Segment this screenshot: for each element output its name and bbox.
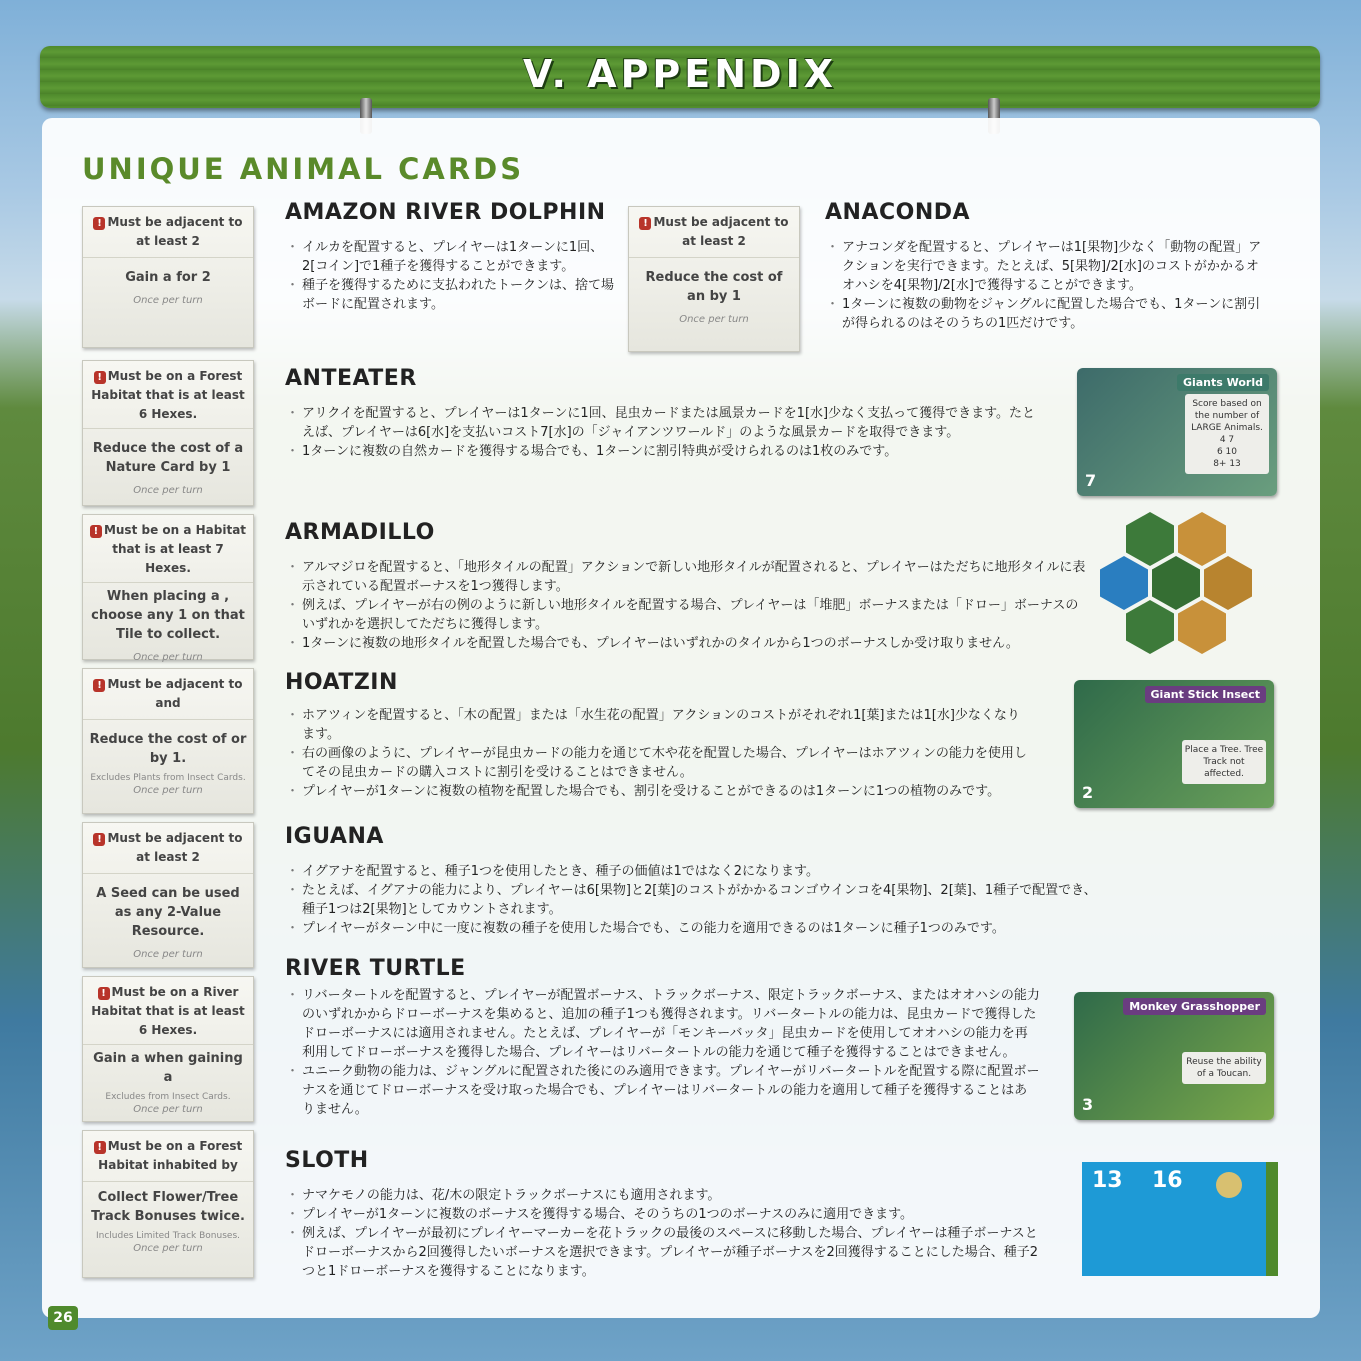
- warning-icon: !: [93, 833, 105, 846]
- bullet: ・ プレイヤーが1ターンに複数のボーナスを獲得する場合、そのうちの1つのボーナスのみに適用できます。: [290, 1205, 1050, 1224]
- card-anteater: [82, 360, 254, 506]
- warning-icon: !: [98, 987, 110, 1000]
- desert-hex: [1178, 512, 1226, 566]
- score-row: 6 10: [1216, 447, 1238, 457]
- card-frequency: Once per turn: [133, 1243, 203, 1254]
- card-frequency: Once per turn: [133, 485, 203, 496]
- card-effect: Collect Flower/Tree Track Bonuses twice.: [91, 1190, 245, 1224]
- card-text-box: Score based on the number of LARGE Animals. 4 7 6 10 8+ 13: [1185, 394, 1269, 474]
- bullet: ・ ホアツィンを配置すると、「木の配置」または「水生花の配置」アクションのコストがそれぞれ1[葉]または1[水]少なくなります。: [290, 706, 1030, 744]
- bullet: ・ プレイヤーがターン中に一度に複数の種子を使用した場合でも、この能力を適用できるのは1ターンに種子1つのみです。: [290, 919, 1100, 938]
- bullet: ・ リバータートルを配置すると、プレイヤーが配置ボーナス、トラックボーナス、限定トラックボーナス、またはオオハシの能力のいずれかからドローボーナスを集めると、追加の種子1つも獲得されます。リバータートルの能力は、昆虫カードで獲得したドローボーナスには適用されません。たとえば、プレイヤーが「モンキーバッタ」昆虫カードを使用してオオハシの能力を再利用してドローボーナスを獲得した場合、プレイヤーはリバータートルの能力を通じて種子を獲得することはできません。: [290, 986, 1040, 1062]
- card-effect: A Seed can be used as any 2-Value Resource.: [96, 886, 240, 939]
- track-value: 13: [1092, 1168, 1123, 1193]
- bullets-armadillo: [290, 558, 1090, 653]
- forest-hex: [1152, 556, 1200, 610]
- warning-icon: !: [639, 217, 651, 230]
- card-iguana: [82, 822, 254, 968]
- player-marker-icon: [1216, 1172, 1242, 1198]
- card-hoatzin: [82, 668, 254, 814]
- card-dolphin: [82, 206, 254, 348]
- card-frequency: Once per turn: [133, 652, 203, 663]
- title-banner: [40, 46, 1320, 108]
- card-sloth: [82, 1130, 254, 1278]
- bullet: ・ 種子を獲得するために支払われたトークンは、捨て場ボードに配置されます。: [290, 276, 620, 314]
- animal-title-anaconda: ANACONDA: [825, 200, 971, 225]
- animal-title-anteater: ANTEATER: [285, 366, 417, 391]
- card-effect: Reduce the cost of an by 1: [645, 270, 783, 304]
- bullets-iguana: [290, 862, 1100, 938]
- card-requirement: Must be adjacent to and: [107, 677, 243, 710]
- card-frequency: Once per turn: [133, 1104, 203, 1115]
- card-frequency: Once per turn: [133, 295, 203, 306]
- card-text-box: Reuse the ability of a Toucan.: [1182, 1052, 1266, 1084]
- animal-title-armadillo: ARMADILLO: [285, 520, 435, 545]
- card-requirement: Must be on a Forest Habitat inhabited by: [98, 1139, 243, 1172]
- card-anaconda: [628, 206, 800, 352]
- bullet: ・ たとえば、イグアナの能力により、プレイヤーは6[果物]と2[葉]のコストがかかるコンゴウインコを4[果物]、2[葉]、1種子で配置でき、種子1つは2[果物]としてカウントされます。: [290, 881, 1100, 919]
- section-title: UNIQUE ANIMAL CARDS: [82, 152, 525, 186]
- animal-title-sloth: SLOTH: [285, 1148, 369, 1173]
- page-number: 26: [48, 1306, 78, 1330]
- river-hex: [1100, 556, 1148, 610]
- card-frequency: Once per turn: [133, 785, 203, 796]
- card-requirement: Must be on a Forest Habitat that is at least 6 Hexes.: [91, 369, 245, 421]
- card-note: Excludes from Insect Cards.: [105, 1092, 231, 1102]
- warning-icon: !: [90, 525, 102, 538]
- animal-title-hoatzin: HOATZIN: [285, 670, 398, 695]
- bullets-hoatzin: [290, 706, 1030, 801]
- forest-hex: [1126, 512, 1174, 566]
- warning-icon: !: [93, 217, 105, 230]
- monkey-grasshopper-card: [1074, 992, 1274, 1120]
- flower-track-example: [1082, 1162, 1278, 1276]
- bullet: ・ プレイヤーが1ターンに複数の植物を配置した場合でも、割引を受けることができるのは1ターンに1つの植物のみです。: [290, 782, 1030, 801]
- animal-title-iguana: IGUANA: [285, 824, 384, 849]
- desert-hex: [1204, 556, 1252, 610]
- bullet: ・ アリクイを配置すると、プレイヤーは1ターンに1回、昆虫カードまたは風景カードを1[水]少なく支払って獲得できます。たとえば、プレイヤーは6[水]を支払いコスト7[水]の「ジャイアンツワールド」のような風景カードを取得できます。: [290, 404, 1040, 442]
- bullet: ・ 例えば、プレイヤーが右の例のように新しい地形タイルを配置する場合、プレイヤーは「堆肥」ボーナスまたは「ドロー」ボーナスのいずれかを選択してただちに獲得します。: [290, 596, 1090, 634]
- bullet: ・ アナコンダを配置すると、プレイヤーは1[果物]少なく「動物の配置」アクションを実行できます。たとえば、5[果物]/2[水]のコストがかかるオオハシを4[果物]/2[水]で獲得することができます。: [830, 238, 1270, 295]
- bullet: ・ 1ターンに複数の動物をジャングルに配置した場合でも、1ターンに割引が得られるのはそのうちの1匹だけです。: [830, 295, 1270, 333]
- card-effect: Reduce the cost of a Nature Card by 1: [92, 441, 244, 475]
- warning-icon: !: [94, 371, 106, 384]
- card-title: Giants World: [1177, 374, 1269, 391]
- bullets-sloth: [290, 1186, 1050, 1281]
- bullet: ・ 1ターンに複数の地形タイルを配置した場合でも、プレイヤーはいずれかのタイルから1つのボーナスしか受け取りません。: [290, 634, 1090, 653]
- card-frequency: Once per turn: [679, 314, 749, 325]
- card-effect: Gain a when gaining a: [93, 1051, 243, 1085]
- card-title: Monkey Grasshopper: [1123, 998, 1266, 1015]
- giant-stick-insect-card: [1074, 680, 1274, 808]
- animal-title-river-turtle: RIVER TURTLE: [285, 956, 466, 981]
- bullets-anaconda: [830, 238, 1270, 333]
- card-note: Includes Limited Track Bonuses.: [95, 1231, 240, 1241]
- card-requirement: Must be on a River Habitat that is at least 6 Hexes.: [91, 985, 245, 1037]
- forest-hex: [1126, 600, 1174, 654]
- card-river-turtle: [82, 976, 254, 1122]
- card-effect: When placing a , choose any 1 on that Tile to collect.: [91, 589, 245, 642]
- warning-icon: !: [94, 1141, 106, 1154]
- bullets-river-turtle: [290, 986, 1040, 1119]
- card-effect: Gain a for 2: [125, 270, 211, 285]
- card-cost: 3: [1082, 1095, 1094, 1114]
- card-cost: 2: [1082, 783, 1094, 802]
- bullet: ・ 右の画像のように、プレイヤーが昆虫カードの能力を通じて木や花を配置した場合、プレイヤーはホアツィンの能力を使用してその昆虫カードの購入コストに割引を受けることはできません。: [290, 744, 1030, 782]
- card-requirement: Must be adjacent to at least 2: [107, 215, 243, 248]
- bullet: ・ イルカを配置すると、プレイヤーは1ターンに1回、2[コイン]で1種子を獲得することができます。: [290, 238, 620, 276]
- card-cost: 7: [1085, 471, 1097, 490]
- bullet: ・ アルマジロを配置すると、「地形タイルの配置」アクションで新しい地形タイルが配置されると、プレイヤーはただちに地形タイルに表示されている配置ボーナスを1つ獲得します。: [290, 558, 1090, 596]
- warning-icon: !: [93, 679, 105, 692]
- card-requirement: Must be adjacent to at least 2: [107, 831, 243, 864]
- bullet: ・ ユニーク動物の能力は、ジャングルに配置された後にのみ適用できます。プレイヤーがリバータートルを配置する際に配置ボーナスを通じてドローボーナスを受け取った場合でも、プレイヤーはリバータートルの能力を適用して種子を獲得することはありません。: [290, 1062, 1040, 1119]
- card-frequency: Once per turn: [133, 949, 203, 960]
- card-note: Excludes Plants from Insect Cards.: [90, 773, 246, 783]
- score-row: 4 7: [1219, 435, 1235, 445]
- bullet: ・ 1ターンに複数の自然カードを獲得する場合でも、1ターンに割引特典が受けられるのは1枚のみです。: [290, 442, 1040, 461]
- card-text-box: Place a Tree. Tree Track not affected.: [1182, 740, 1266, 784]
- track-value: 16: [1152, 1168, 1183, 1193]
- card-title: Giant Stick Insect: [1145, 686, 1266, 703]
- bullet: ・ 例えば、プレイヤーが最初にプレイヤーマーカーを花トラックの最後のスペースに移動した場合、プレイヤーは種子ボーナスとドローボーナスから2回獲得したいボーナスを選択できます。プレイヤーが種子ボーナスを2回獲得することにした場合、種子2つと1ドローボーナスを獲得することになります。: [290, 1224, 1050, 1281]
- card-requirement: Must be on a Habitat that is at least 7 Hexes.: [103, 523, 247, 575]
- bullets-anteater: [290, 404, 1040, 461]
- card-effect: Reduce the cost of or by 1.: [89, 732, 247, 766]
- terrain-tiles-example: [1100, 512, 1270, 662]
- bullet: ・ ナマケモノの能力は、花/木の限定トラックボーナスにも適用されます。: [290, 1186, 1050, 1205]
- animal-title-dolphin: AMAZON RIVER DOLPHIN: [285, 200, 606, 225]
- track-border: [1266, 1162, 1278, 1276]
- desert-hex: [1178, 600, 1226, 654]
- bullet: ・ イグアナを配置すると、種子1つを使用したとき、種子の価値は1ではなく2になります。: [290, 862, 1100, 881]
- bullets-dolphin: [290, 238, 620, 314]
- giants-world-card: [1077, 368, 1277, 496]
- card-requirement: Must be adjacent to at least 2: [653, 215, 789, 248]
- score-row: 8+ 13: [1213, 459, 1241, 469]
- card-armadillo: [82, 514, 254, 663]
- page-title: V. APPENDIX: [522, 52, 838, 96]
